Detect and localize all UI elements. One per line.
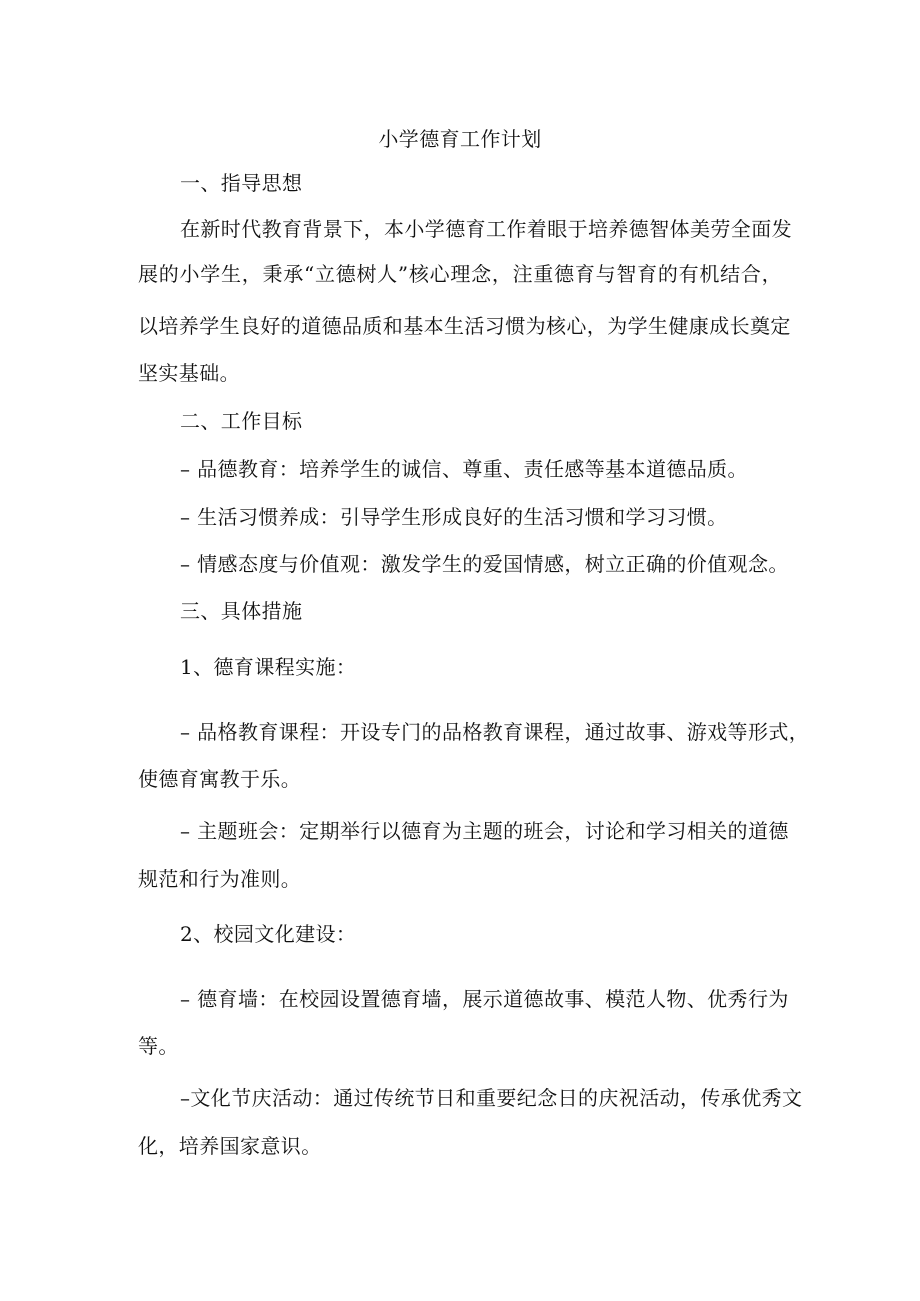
list-item-line: 规范和行为准则。 (138, 867, 302, 891)
list-item-line: 使德育寓教于乐。 (138, 767, 302, 791)
subsection-heading-moral-courses: 1、德育课程实施： (180, 655, 357, 679)
list-item-line: 等。 (138, 1034, 179, 1058)
list-item: – 生活习惯养成：引导学生形成良好的生活习惯和学习习惯。 (180, 505, 728, 529)
section-heading-guiding-ideology: 一、指导思想 (180, 171, 303, 195)
paragraph-line: 在新时代教育背景下，本小学德育工作着眼于培养德智体美劳全面发 (180, 217, 792, 241)
subsection-heading-campus-culture: 2、校园文化建设： (180, 922, 357, 946)
list-item-line: – 主题班会：定期举行以德育为主题的班会，讨论和学习相关的道德 (180, 819, 789, 843)
list-item-line: 化，培养国家意识。 (138, 1134, 322, 1158)
section-heading-specific-measures: 三、具体措施 (180, 599, 303, 623)
list-item: – 情感态度与价值观：激发学生的爱国情感，树立正确的价值观念。 (180, 552, 789, 576)
section-heading-work-goals: 二、工作目标 (180, 409, 303, 433)
paragraph-line: 坚实基础。 (138, 361, 240, 385)
list-item-line: – 德育墙：在校园设置德育墙，展示道德故事、模范人物、优秀行为 (180, 987, 789, 1011)
list-item: – 品德教育：培养学生的诚信、尊重、责任感等基本道德品质。 (180, 457, 748, 481)
document-title: 小学德育工作计划 (378, 127, 542, 151)
list-item-line: – 品格教育课程：开设专门的品格教育课程，通过故事、游戏等形式， (180, 720, 810, 744)
paragraph-line: 以培养学生良好的道德品质和基本生活习惯为核心，为学生健康成长奠定 (138, 314, 791, 338)
list-item-line: –文化节庆活动：通过传统节日和重要纪念日的庆祝活动，传承优秀文 (180, 1086, 803, 1110)
paragraph-line: 展的小学生，秉承“立德树人”核心理念，注重德育与智育的有机结合， (138, 262, 782, 286)
